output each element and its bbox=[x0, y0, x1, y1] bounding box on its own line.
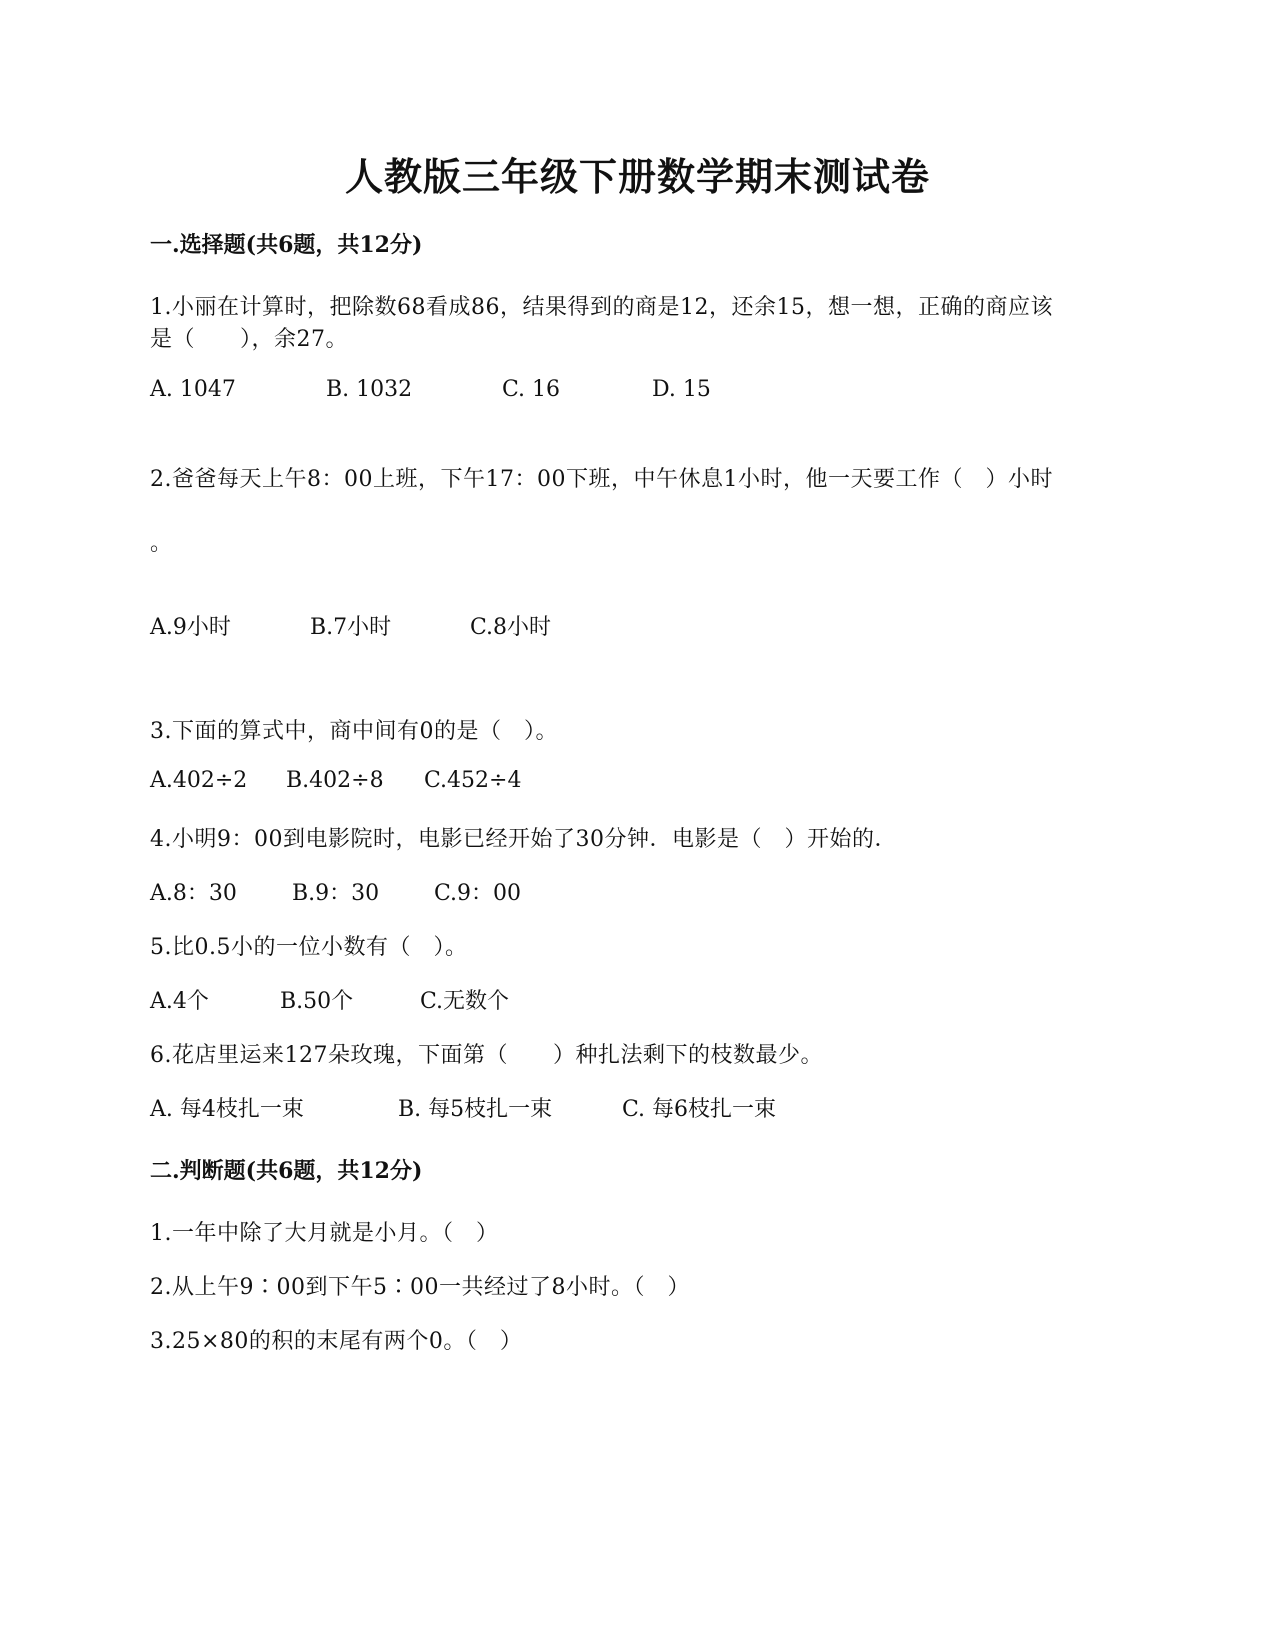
section-heading-choice: 一.选择题(共6题，共12分) bbox=[150, 232, 423, 258]
page-title: 人教版三年级下册数学期末测试卷 bbox=[344, 154, 930, 199]
option-b: B.50个 bbox=[280, 989, 354, 1014]
question-line: 3.下面的算式中，商中间有0的是（ ）。 bbox=[150, 719, 558, 744]
option-a: A.8：30 bbox=[150, 881, 237, 906]
option-b: B. 每5枝扎一束 bbox=[398, 1097, 553, 1122]
option-c: C.9：00 bbox=[434, 881, 522, 906]
option-a: A. 每4枝扎一束 bbox=[150, 1097, 304, 1122]
question-line: 3.25×80的积的末尾有两个0。（ ） bbox=[150, 1329, 523, 1354]
option-a: A.402÷2 bbox=[150, 768, 248, 793]
option-a: A.9小时 bbox=[150, 615, 231, 640]
option-c: C.8小时 bbox=[470, 615, 552, 640]
option-b: B.9：30 bbox=[292, 881, 380, 906]
option-c: C. 16 bbox=[502, 377, 561, 402]
question-line: 。 bbox=[150, 531, 173, 556]
option-a: A. 1047 bbox=[150, 377, 236, 402]
question-line: 6.花店里运来127朵玫瑰，下面第（ ）种扎法剩下的枝数最少。 bbox=[150, 1043, 823, 1068]
question-line: 4.小明9：00到电影院时，电影已经开始了30分钟．电影是（ ）开始的． bbox=[150, 827, 897, 852]
option-a: A.4个 bbox=[150, 989, 209, 1014]
option-d: D. 15 bbox=[652, 377, 711, 402]
option-b: B.7小时 bbox=[310, 615, 392, 640]
option-c: C.无数个 bbox=[420, 989, 510, 1014]
question-line: 2.爸爸每天上午8：00上班，下午17：00下班，中午休息1小时，他一天要工作（ ）小时 bbox=[150, 467, 1053, 492]
option-b: B.402÷8 bbox=[286, 768, 384, 793]
question-line: 1.小丽在计算时，把除数68看成86，结果得到的商是12，还余15，想一想，正确的商应该 bbox=[150, 295, 1053, 320]
option-c: C. 每6枝扎一束 bbox=[622, 1097, 777, 1122]
question-line: 5.比0.5小的一位小数有（ ）。 bbox=[150, 935, 468, 960]
option-b: B. 1032 bbox=[326, 377, 413, 402]
question-line: 是（ ），余27。 bbox=[150, 327, 348, 352]
section-heading-judgement: 二.判断题(共6题，共12分) bbox=[150, 1158, 423, 1184]
question-line: 1.一年中除了大月就是小月。（ ） bbox=[150, 1221, 499, 1246]
question-line: 2.从上午9∶00到下午5∶00一共经过了8小时。（ ） bbox=[150, 1275, 690, 1300]
option-c: C.452÷4 bbox=[424, 768, 522, 793]
